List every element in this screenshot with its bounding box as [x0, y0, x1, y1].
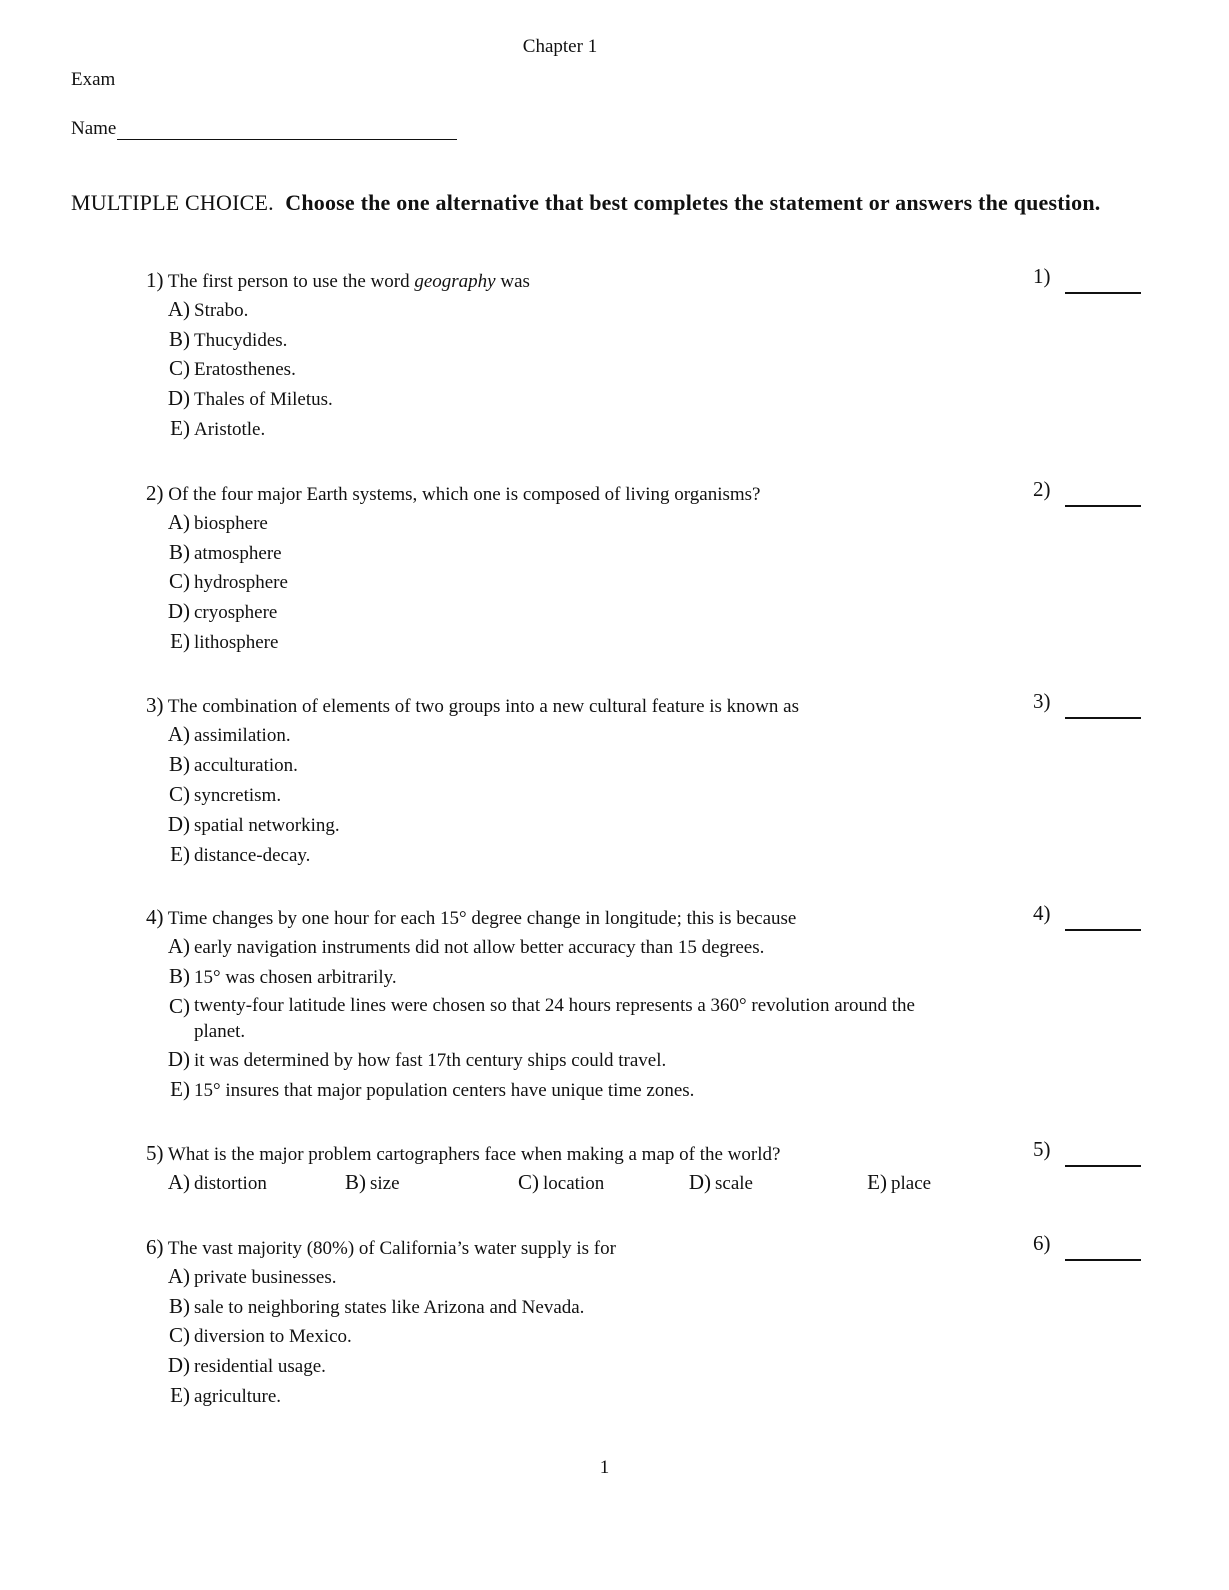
choice-text: cryosphere: [194, 602, 278, 623]
choice-text: Thales of Miletus.: [194, 389, 333, 410]
choice-text: 15° insures that major population centers have unique time zones.: [194, 1080, 695, 1101]
choice[interactable]: [857, 1170, 931, 1195]
choice[interactable]: [160, 1264, 336, 1289]
choice-text: syncretism.: [194, 785, 282, 806]
choice-letter: A): [167, 722, 190, 746]
choice[interactable]: [160, 540, 282, 565]
choice[interactable]: [160, 722, 291, 747]
answer-blank[interactable]: [1065, 929, 1141, 931]
name-blank-line[interactable]: [117, 121, 457, 140]
answer-blank[interactable]: [1065, 292, 1141, 294]
choice-letter: C): [169, 1323, 190, 1347]
question-number: 3): [146, 693, 164, 717]
choice[interactable]: [160, 1383, 281, 1408]
choice-text: Aristotle.: [194, 419, 266, 440]
question-stem: [146, 693, 799, 718]
choice-letter: C): [169, 356, 190, 380]
choice[interactable]: [160, 1294, 584, 1319]
stem-italic-word: geography: [414, 271, 496, 292]
question-stem: [146, 905, 796, 930]
choice-letter: B): [169, 540, 190, 564]
choice-text: assimilation.: [194, 725, 291, 746]
choice-text: Strabo.: [194, 300, 249, 321]
name-field: [71, 118, 457, 140]
exam-label: Exam: [71, 69, 116, 90]
choice-letter: A): [167, 1264, 190, 1288]
choice-text: distance-decay.: [194, 845, 311, 866]
choice-letter: A): [167, 510, 190, 534]
choice[interactable]: [160, 752, 298, 777]
choice-text: agriculture.: [194, 1386, 282, 1407]
choice[interactable]: [160, 782, 281, 807]
answer-number: 4): [1033, 901, 1051, 925]
choice[interactable]: [160, 416, 265, 441]
choice[interactable]: [160, 510, 268, 535]
choice-text: private businesses.: [194, 1267, 337, 1288]
choice-letter: D): [167, 1353, 190, 1377]
choice-text: sale to neighboring states like Arizona and Nevada.: [194, 1297, 585, 1318]
stem-text-end: was: [495, 271, 530, 292]
choice-text: twenty-four latitude lines were chosen so that 24 hours represents a 360° revolution around the planet.: [194, 995, 915, 1042]
choice[interactable]: [160, 629, 278, 654]
choice-letter: C): [169, 782, 190, 806]
question-number: 4): [146, 905, 164, 929]
choice-letter: D): [167, 386, 190, 410]
stem-text: Time changes by one hour for each 15° degree change in longitude; this is because: [167, 908, 797, 929]
choice[interactable]: [160, 327, 287, 352]
choice[interactable]: [509, 1170, 604, 1195]
stem-text: The vast majority (80%) of California’s water supply is for: [167, 1238, 616, 1259]
choice[interactable]: [336, 1170, 400, 1195]
choice[interactable]: [160, 569, 288, 594]
choice-letter: B): [169, 1294, 190, 1318]
choice-text: scale: [715, 1173, 753, 1194]
choice-letter: B): [345, 1170, 366, 1194]
choice-text: acculturation.: [194, 755, 298, 776]
choice-text: it was determined by how fast 17th century ships could travel.: [194, 1050, 667, 1071]
choice-text: atmosphere: [194, 543, 282, 564]
choice-letter: E): [170, 416, 190, 440]
choice-text: residential usage.: [194, 1356, 326, 1377]
answer-blank[interactable]: [1065, 505, 1141, 507]
answer-number: 3): [1033, 689, 1051, 713]
choice[interactable]: [160, 993, 950, 1045]
question-number: 2): [146, 481, 164, 505]
question-stem: [146, 481, 761, 506]
choice[interactable]: [160, 964, 397, 989]
choice-letter: D): [167, 599, 190, 623]
choice[interactable]: [160, 1170, 267, 1195]
choice-letter: E): [867, 1170, 887, 1194]
choice[interactable]: [160, 297, 248, 322]
choice-text: distortion: [194, 1173, 267, 1194]
choice[interactable]: [160, 842, 310, 867]
choice-text: early navigation instruments did not allow better accuracy than 15 degrees.: [194, 937, 765, 958]
choice-letter: E): [170, 629, 190, 653]
choice-letter: D): [167, 812, 190, 836]
choice-text: diversion to Mexico.: [194, 1326, 352, 1347]
choice[interactable]: [160, 1323, 352, 1348]
question-number: 1): [146, 268, 164, 292]
chapter-title: Chapter 1: [522, 36, 598, 57]
choice-letter: A): [167, 934, 190, 958]
stem-text: What is the major problem cartographers face when making a map of the world?: [167, 1144, 781, 1165]
choice[interactable]: [160, 599, 277, 624]
choice-text: place: [891, 1173, 932, 1194]
answer-blank[interactable]: [1065, 1259, 1141, 1261]
choice-letter: C): [518, 1170, 539, 1194]
question-stem: [146, 268, 530, 293]
choice[interactable]: [160, 1047, 666, 1072]
choice[interactable]: [160, 934, 764, 959]
choice[interactable]: [160, 1077, 694, 1102]
choice-text: spatial networking.: [194, 815, 340, 836]
answer-number: 5): [1033, 1137, 1051, 1161]
choice-letter: B): [169, 327, 190, 351]
instructions-text: Choose the one alternative that best completes the statement or answers the question.: [285, 190, 1101, 215]
choice-letter: E): [170, 1077, 190, 1101]
choice-letter: E): [170, 842, 190, 866]
choice-letter: B): [169, 964, 190, 988]
choice-text: Eratosthenes.: [194, 359, 296, 380]
name-label: Name: [71, 118, 117, 139]
choice-letter: E): [170, 1383, 190, 1407]
choice-text: size: [370, 1173, 400, 1194]
choice-text: Thucydides.: [194, 330, 288, 351]
question-stem: [146, 1235, 616, 1260]
question-stem: [146, 1141, 780, 1166]
stem-text: The first person to use the word: [167, 271, 415, 292]
choice[interactable]: [160, 812, 340, 837]
stem-text: The combination of elements of two groups into a new cultural feature is known as: [167, 696, 799, 717]
choice-letter: C): [169, 994, 190, 1018]
choice-text: hydrosphere: [194, 572, 288, 593]
answer-blank[interactable]: [1065, 1165, 1141, 1167]
choice[interactable]: [160, 386, 333, 411]
answer-number: 6): [1033, 1231, 1051, 1255]
choice-letter: C): [169, 569, 190, 593]
choice-letter: D): [167, 1047, 190, 1071]
question-number: 6): [146, 1235, 164, 1259]
choice-letter: D): [688, 1170, 711, 1194]
instructions: [71, 188, 1131, 218]
choice-text: 15° was chosen arbitrarily.: [194, 967, 397, 988]
page-number: 1: [599, 1457, 610, 1478]
section-title: MULTIPLE CHOICE.: [71, 190, 274, 215]
answer-blank[interactable]: [1065, 717, 1141, 719]
stem-text: Of the four major Earth systems, which one is composed of living organisms?: [168, 484, 761, 505]
answer-number: 1): [1033, 264, 1051, 288]
choice-text: location: [543, 1173, 605, 1194]
question-number: 5): [146, 1141, 164, 1165]
choice[interactable]: [681, 1170, 753, 1195]
choice-text: biosphere: [194, 513, 268, 534]
choice-text: lithosphere: [194, 632, 279, 653]
choice-letter: B): [169, 752, 190, 776]
choice-letter: A): [167, 1170, 190, 1194]
choice[interactable]: [160, 356, 296, 381]
choice-letter: A): [167, 297, 190, 321]
choice[interactable]: [160, 1353, 326, 1378]
answer-number: 2): [1033, 477, 1051, 501]
